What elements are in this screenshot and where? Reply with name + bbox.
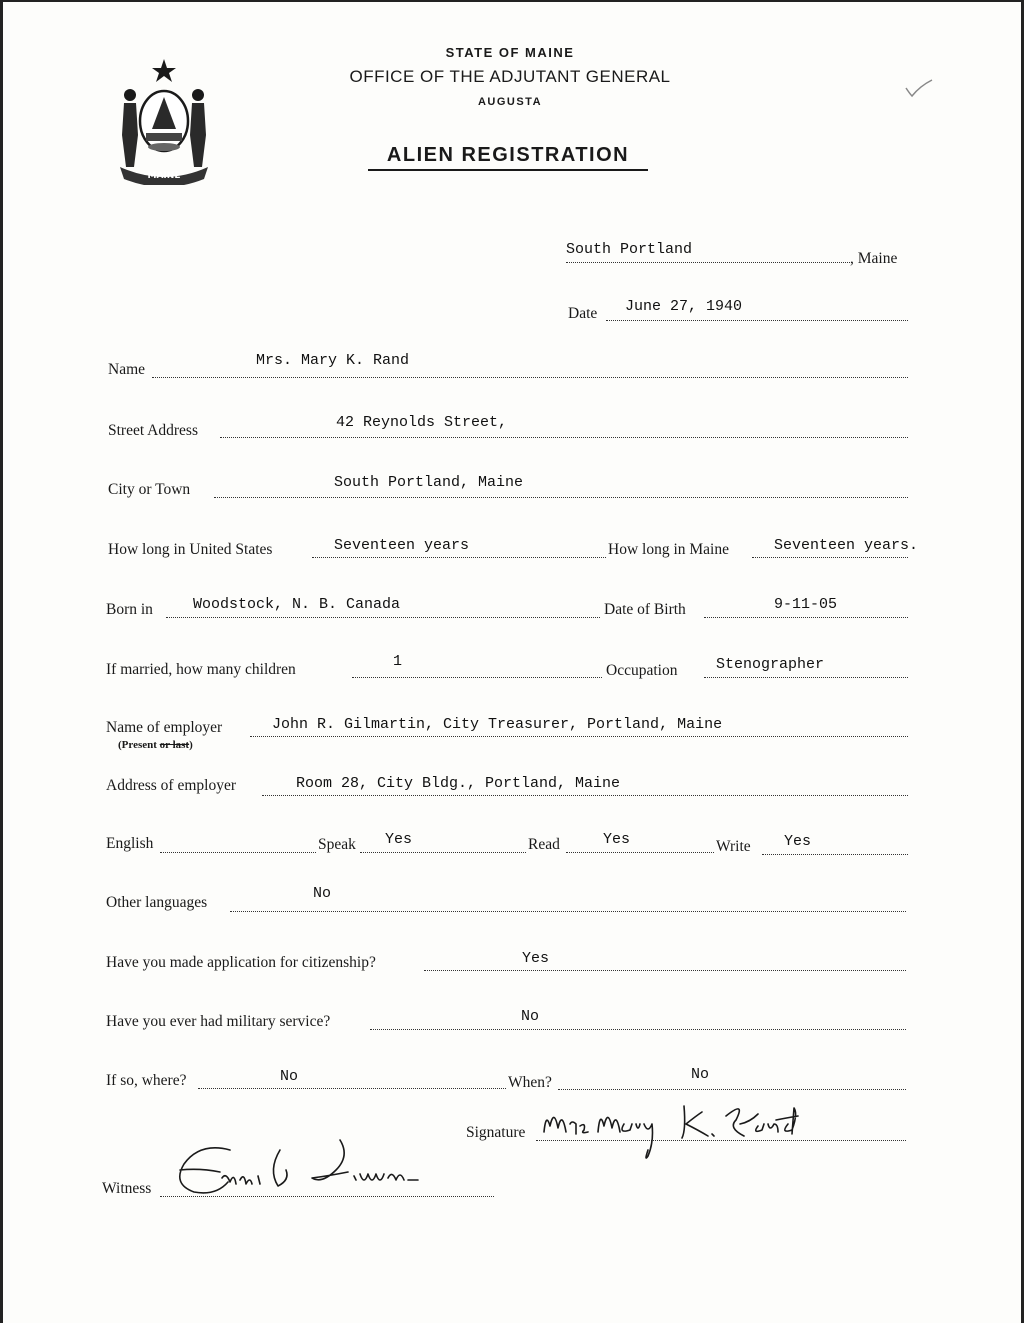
where-line bbox=[198, 1088, 506, 1089]
maine-duration-value: Seventeen years. bbox=[774, 537, 919, 554]
us-duration-line bbox=[312, 557, 606, 558]
employer-address-value: Room 28, City Bldg., Portland, Maine bbox=[296, 775, 621, 792]
military-label: Have you ever had military service? bbox=[106, 1013, 331, 1030]
city-value: South Portland, Maine bbox=[334, 474, 524, 491]
city-label: City or Town bbox=[108, 481, 191, 498]
born-in-label: Born in bbox=[106, 601, 153, 618]
read-label: Read bbox=[528, 836, 560, 853]
employer-address-line bbox=[262, 795, 908, 796]
speak-label: Speak bbox=[318, 836, 356, 853]
other-languages-label: Other languages bbox=[106, 894, 208, 911]
signature-label: Signature bbox=[466, 1124, 526, 1141]
other-languages-value: No bbox=[313, 885, 332, 902]
city-heading: AUGUSTA bbox=[477, 96, 543, 108]
write-line bbox=[762, 854, 908, 855]
date-value: June 27, 1940 bbox=[625, 298, 743, 315]
dob-line bbox=[704, 617, 908, 618]
where-label: If so, where? bbox=[106, 1072, 187, 1089]
employer-line bbox=[250, 736, 908, 737]
children-value: 1 bbox=[393, 653, 403, 670]
write-label: Write bbox=[716, 838, 751, 855]
employer-address-label: Address of employer bbox=[106, 777, 236, 794]
read-value: Yes bbox=[603, 831, 631, 848]
citizenship-label: Have you made application for citizenship? bbox=[106, 954, 376, 971]
speak-line bbox=[360, 852, 526, 853]
location-value: South Portland bbox=[566, 241, 693, 258]
speak-value: Yes bbox=[385, 831, 413, 848]
svg-text:MAINE: MAINE bbox=[147, 171, 181, 181]
dob-label: Date of Birth bbox=[604, 601, 686, 618]
location-line bbox=[566, 262, 850, 263]
children-line bbox=[352, 677, 602, 678]
handwritten-signature bbox=[536, 1094, 806, 1166]
born-in-line bbox=[166, 617, 600, 618]
maine-duration-label: How long in Maine bbox=[608, 541, 729, 558]
us-duration-value: Seventeen years bbox=[334, 537, 470, 554]
employer-sublabel: (Present or last) bbox=[118, 739, 193, 751]
other-languages-line bbox=[230, 911, 906, 912]
us-duration-label: How long in United States bbox=[108, 541, 273, 558]
when-line bbox=[558, 1089, 906, 1090]
street-line bbox=[220, 437, 908, 438]
date-line bbox=[606, 320, 908, 321]
state-heading: STATE OF MAINE bbox=[445, 45, 575, 60]
office-heading: OFFICE OF THE ADJUTANT GENERAL bbox=[349, 67, 671, 86]
citizenship-line bbox=[424, 970, 906, 971]
check-mark-icon bbox=[902, 76, 936, 98]
occupation-value: Stenographer bbox=[716, 656, 825, 673]
state-seal-icon bbox=[112, 55, 216, 185]
citizenship-value: Yes bbox=[522, 950, 550, 967]
name-label: Name bbox=[108, 361, 146, 378]
where-value: No bbox=[280, 1068, 299, 1085]
employer-label: Name of employer bbox=[106, 719, 223, 736]
english-line bbox=[160, 852, 316, 853]
occupation-line bbox=[704, 677, 908, 678]
witness-label: Witness bbox=[102, 1180, 152, 1197]
city-line bbox=[214, 497, 908, 498]
children-label: If married, how many children bbox=[106, 661, 296, 678]
read-line bbox=[566, 852, 714, 853]
write-value: Yes bbox=[784, 833, 812, 850]
street-value: 42 Reynolds Street, bbox=[336, 414, 508, 431]
employer-value: John R. Gilmartin, City Treasurer, Portland, Maine bbox=[272, 716, 723, 733]
form-title: ALIEN REGISTRATION bbox=[368, 144, 648, 171]
military-line bbox=[370, 1029, 906, 1030]
english-label: English bbox=[106, 835, 154, 852]
street-label: Street Address bbox=[108, 422, 198, 439]
scan-border-top bbox=[0, 0, 1024, 2]
military-value: No bbox=[521, 1008, 540, 1025]
scan-border-left bbox=[0, 0, 3, 1323]
born-in-value: Woodstock, N. B. Canada bbox=[193, 596, 401, 613]
when-label: When? bbox=[508, 1074, 552, 1091]
date-label: Date bbox=[568, 305, 598, 322]
name-value: Mrs. Mary K. Rand bbox=[256, 352, 410, 369]
dob-value: 9-11-05 bbox=[774, 596, 838, 613]
occupation-label: Occupation bbox=[606, 662, 678, 679]
when-value: No bbox=[691, 1066, 710, 1083]
maine-duration-line bbox=[752, 557, 908, 558]
location-suffix: , Maine bbox=[850, 250, 898, 267]
witness-signature bbox=[160, 1130, 420, 1210]
name-line bbox=[152, 377, 908, 378]
